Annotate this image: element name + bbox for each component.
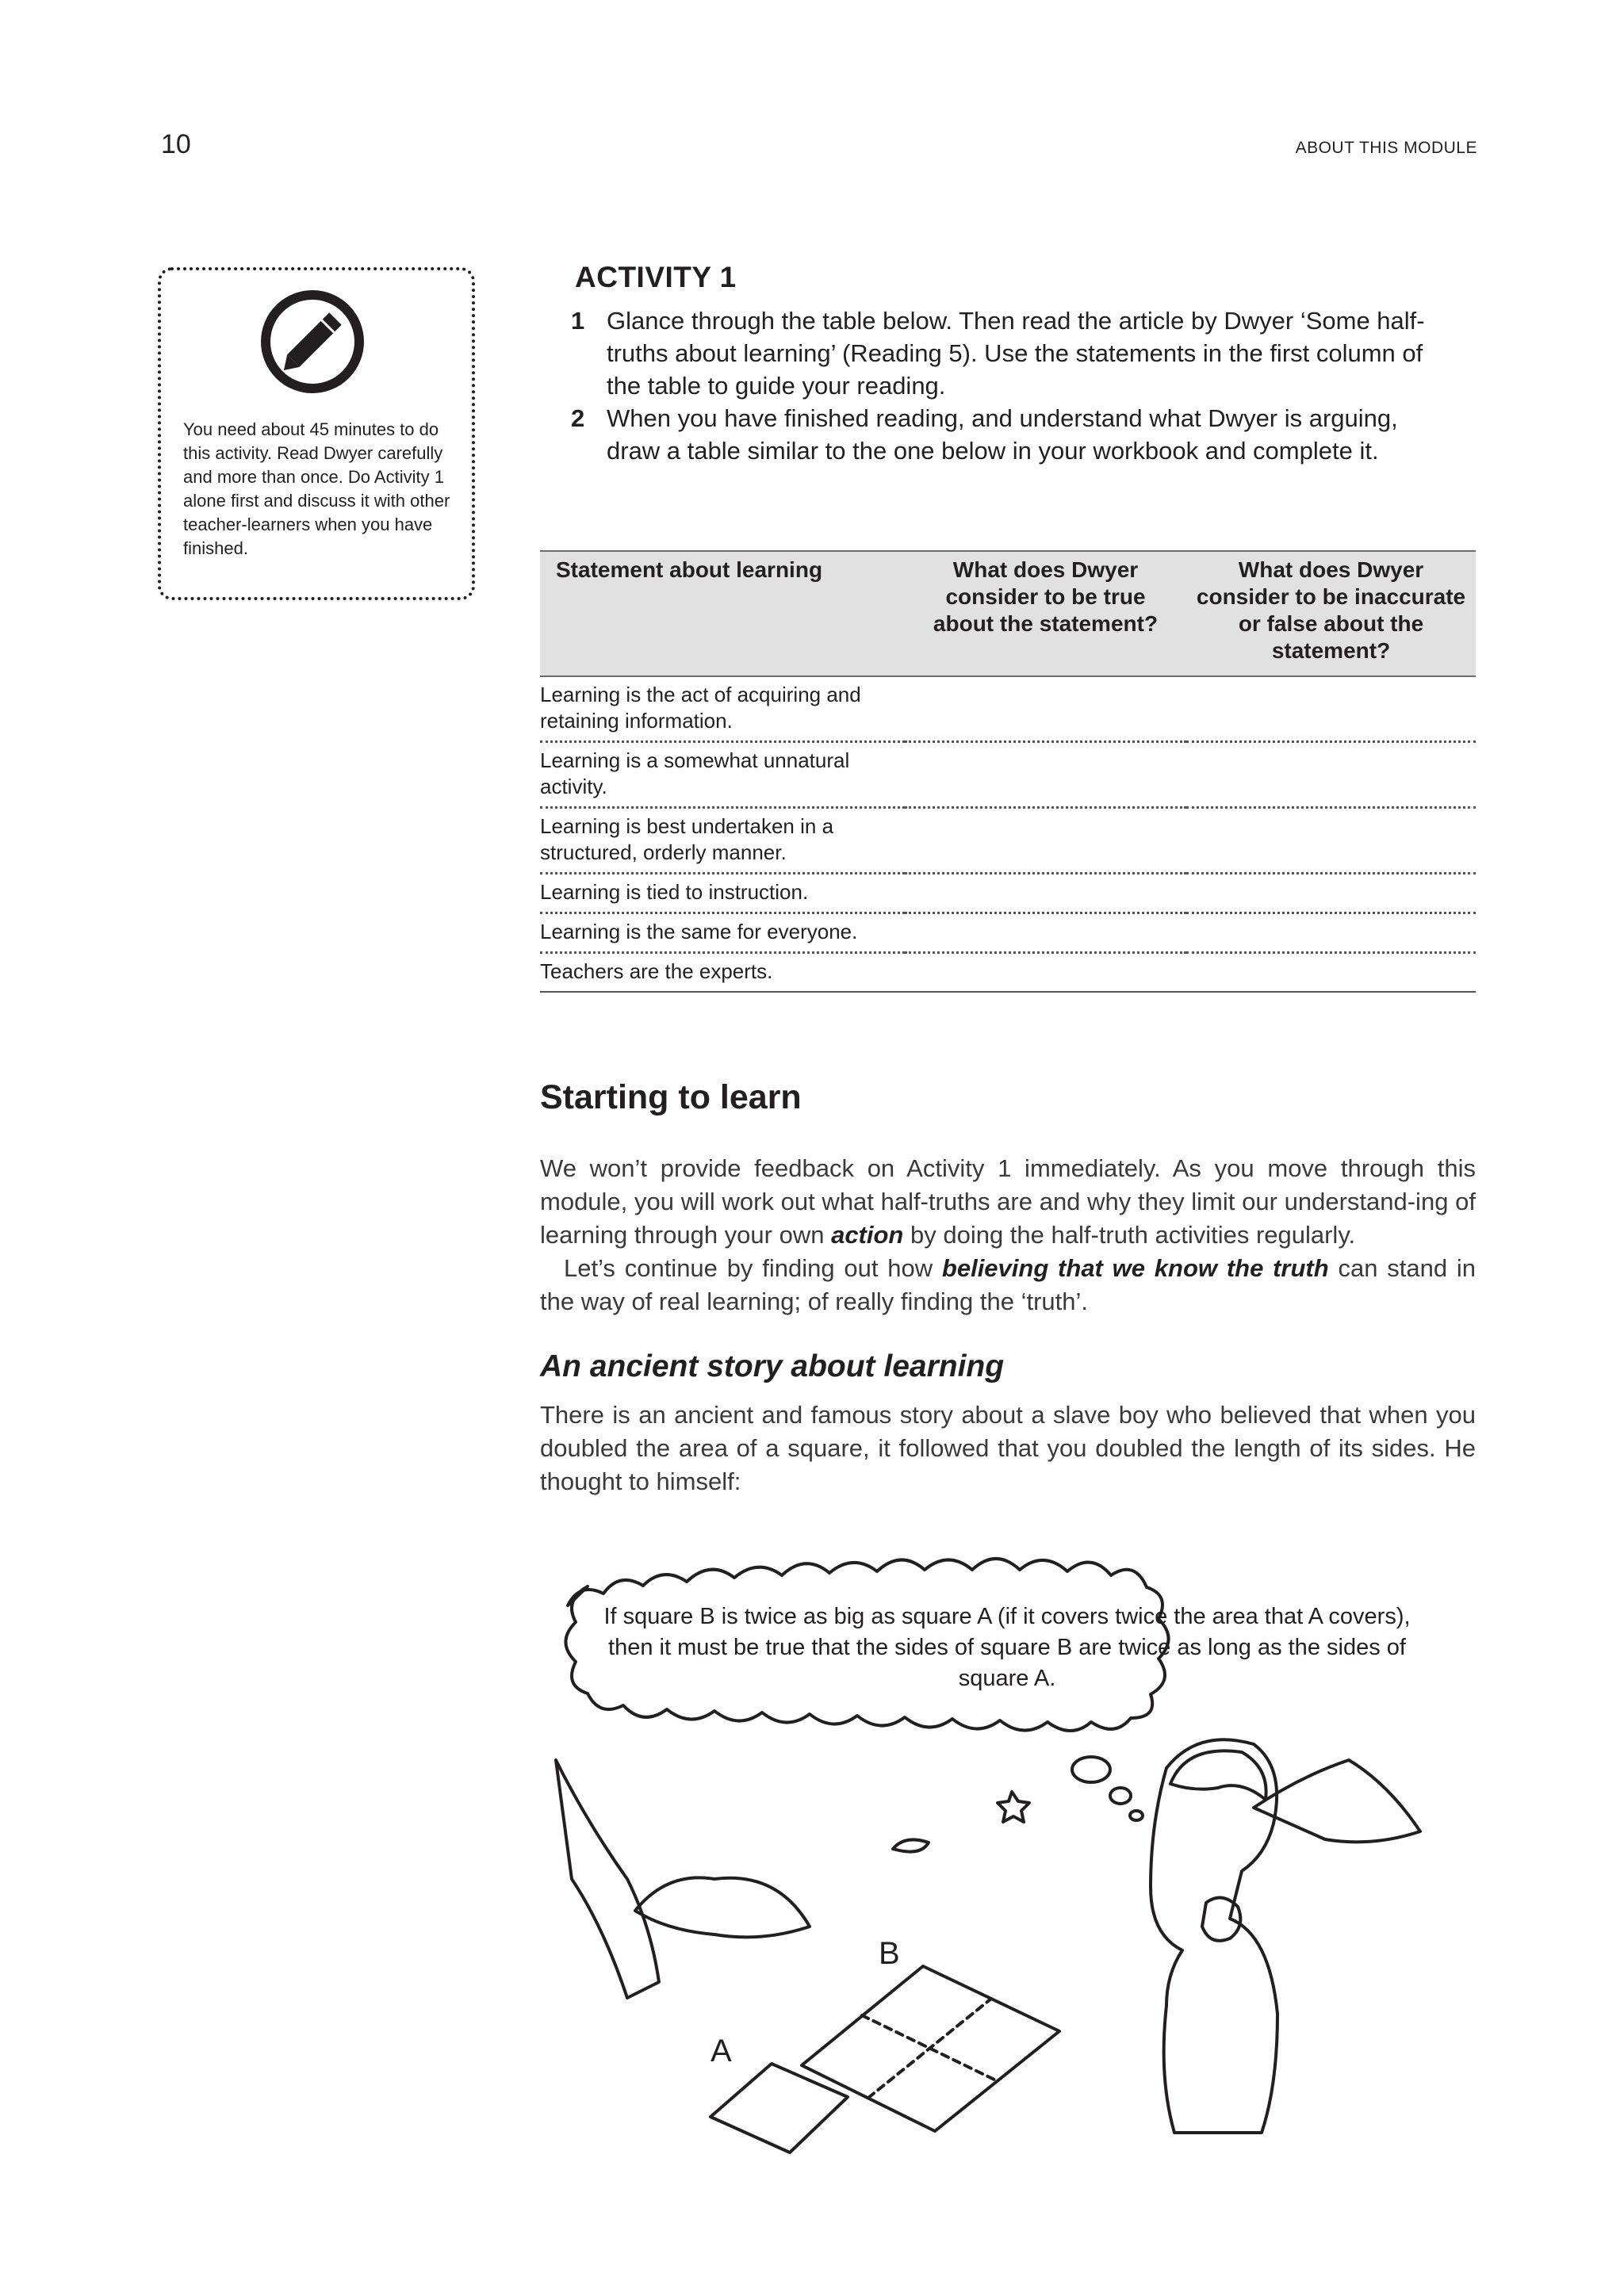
statement-cell: Learning is the same for everyone. <box>540 913 905 953</box>
thought-bubble <box>1110 1788 1131 1804</box>
paragraph-text: can stand in the way of real learning; of really finding the ‘truth’. <box>540 1254 1477 1315</box>
table-header-row <box>540 551 1476 676</box>
side-note <box>158 267 475 600</box>
statement-cell: Learning is a somewhat unnatural activity. <box>540 742 905 808</box>
table-row <box>540 913 1476 953</box>
column-header: Statement about learning <box>540 551 905 676</box>
thought-bubble <box>1072 1757 1110 1782</box>
blank-cell <box>905 874 1186 913</box>
star-shape <box>998 1792 1029 1822</box>
rocks <box>635 1877 810 1937</box>
step-number: 2 <box>571 404 585 432</box>
column-header: What does Dwyer consider to be inaccurate or false about the statement? <box>1186 551 1476 676</box>
emphasis-text: believing that we know the truth <box>941 1254 1329 1282</box>
label-a: A <box>710 2034 732 2068</box>
story-paragraph: There is an ancient and famous story about a slave boy who believed that when you doubled the area of a square, it followed that you doubled the length of its sides. He thought to himself: <box>540 1401 1476 1495</box>
blank-cell <box>1186 953 1476 993</box>
table-row <box>540 953 1476 993</box>
shell-shape <box>893 1839 929 1851</box>
emphasis-text: action <box>831 1221 904 1249</box>
rocks <box>1254 1760 1420 1842</box>
step-text: Glance through the table below. Then read the article by Dwyer ‘Some half-truths about learning’ (Reading 5). Use the statements in the first column of the table to guide your reading. <box>607 307 1425 400</box>
activity-step <box>571 402 1446 467</box>
paragraph-text: We won’t provide feedback on Activity 1 immediately. As you move through this module, you will work out what half-truths are and why they limit our understand-ing of learning through your own <box>540 1154 1476 1249</box>
section-heading: Starting to learn <box>540 1078 802 1116</box>
blank-cell <box>1186 676 1476 742</box>
rocks <box>556 1760 659 1998</box>
thought-bubble <box>1130 1811 1143 1820</box>
blank-cell <box>905 808 1186 874</box>
step-text: When you have finished reading, and understand what Dwyer is arguing, draw a table similar to the one below in your workbook and complete it. <box>607 404 1398 465</box>
step-number: 1 <box>571 307 585 335</box>
blank-cell <box>1186 874 1476 913</box>
column-header: What does Dwyer consider to be true about the statement? <box>905 551 1186 676</box>
activity-steps <box>571 304 1446 467</box>
blank-cell <box>1186 808 1476 874</box>
blank-cell <box>905 676 1186 742</box>
blank-cell <box>905 913 1186 953</box>
boy-figure <box>1151 1739 1277 2133</box>
table-row <box>540 874 1476 913</box>
blank-cell <box>905 742 1186 808</box>
statements-table <box>540 550 1476 993</box>
statement-cell: Learning is best undertaken in a structured, orderly manner. <box>540 808 905 874</box>
statement-cell: Learning is the act of acquiring and retaining information. <box>540 676 905 742</box>
table-row <box>540 676 1476 742</box>
blank-cell <box>1186 742 1476 808</box>
subsection-heading: An ancient story about learning <box>540 1349 1005 1383</box>
pencil-icon <box>259 289 366 395</box>
body-paragraph <box>540 1252 1476 1318</box>
boy-hair <box>1170 1751 1266 1800</box>
activity-heading: ACTIVITY 1 <box>575 261 737 293</box>
table-row <box>540 742 1476 808</box>
side-note-text: You need about 45 minutes to do this activity. Read Dwyer carefully and more than once. Do Activity 1 alone first and discuss it with other teacher-learners when you have finished. <box>183 419 450 558</box>
blank-cell <box>905 953 1186 993</box>
thought-text: If square B is twice as big as square A (if it covers twice the area that A covers), then it must be true that the sides of square B are twice as long as the sides of square A. <box>603 1604 1411 1691</box>
statement-cell: Learning is tied to instruction. <box>540 874 905 913</box>
page-number: 10 <box>161 129 191 159</box>
label-b: B <box>879 1936 900 1971</box>
paragraph-text: by doing the half-truth activities regularly. <box>903 1221 1356 1249</box>
blank-cell <box>1186 913 1476 953</box>
statement-cell: Teachers are the experts. <box>540 953 905 993</box>
body-paragraph <box>540 1152 1476 1252</box>
paragraph-text: Let’s continue by finding out how <box>564 1254 942 1282</box>
table-row <box>540 808 1476 874</box>
activity-step <box>571 304 1446 402</box>
running-head: ABOUT THIS MODULE <box>1295 139 1477 157</box>
